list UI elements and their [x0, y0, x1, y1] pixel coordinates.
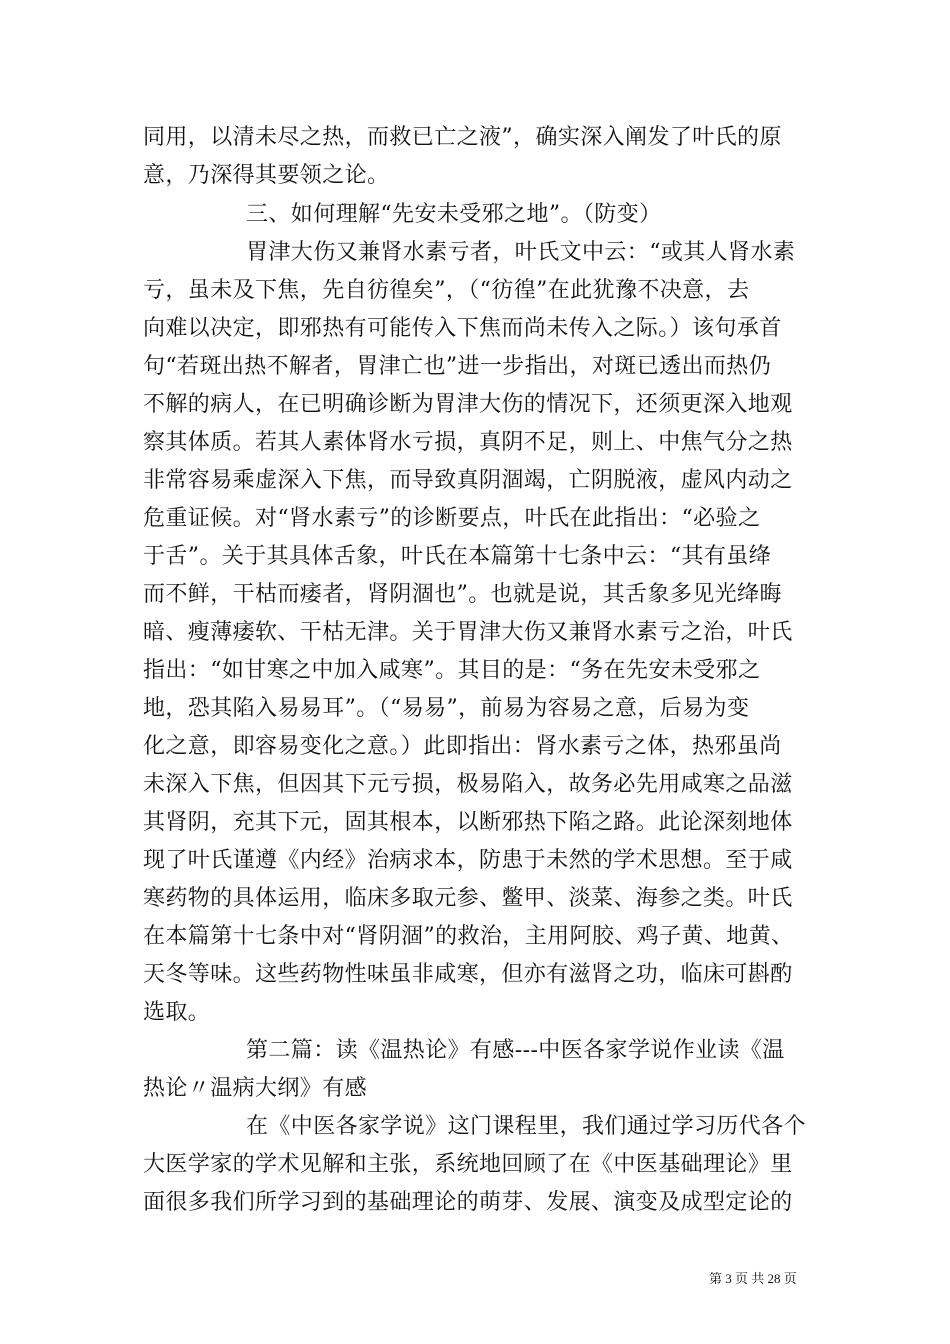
text-line: 大医学家的学术见解和主张，系统地回顾了在《中医基础理论》里 [143, 1152, 793, 1177]
text-line: 察其体质。若其人素体肾水亏损，真阴不足，则上、中焦气分之热 [143, 430, 793, 455]
text-line: 地，恐其陷入易易耳”。（“易易”，前易为容易之意，后易为变 [143, 696, 750, 721]
text-line: 不解的病人，在已明确诊断为胃津大伤的情况下，还须更深入地观 [143, 392, 793, 417]
text-line: 未深入下焦，但因其下元亏损，极易陷入，故务必先用咸寒之品滋 [143, 772, 793, 797]
text-line: 寒药物的具体运用，临床多取元参、鳖甲、淡菜、海参之类。叶氏 [143, 886, 793, 911]
text-line: 选取。 [143, 1000, 211, 1025]
section-heading: 三、如何理解“先安未受邪之地”。（防变） [246, 202, 662, 227]
section-heading: 第二篇：读《温热论》有感---中医各家学说作业读《温 [246, 1038, 785, 1063]
text-line: 其肾阴，充其下元，固其根本，以断邪热下陷之路。此论深刻地体 [143, 810, 793, 835]
text-line: 暗、瘦薄痿软、干枯无津。关于胃津大伤又兼肾水素亏之治，叶氏 [143, 620, 793, 645]
section-heading: 热论〃温病大纲》有感 [143, 1076, 368, 1101]
text-line: 现了叶氏谨遵《内经》治病求本，防患于未然的学术思想。至于咸 [143, 848, 793, 873]
text-line: 亏，虽未及下焦，先自彷徨矣”，（“彷徨”在此犹豫不决意，去 [143, 278, 750, 303]
text-line: 化之意，即容易变化之意。）此即指出：肾水素亏之体，热邪虽尚 [143, 734, 782, 759]
text-line: 在本篇第十七条中对“肾阴涸”的救治，主用阿胶、鸡子黄、地黄、 [143, 924, 794, 949]
text-line: 在《中医各家学说》这门课程里，我们通过学习历代各个 [246, 1114, 807, 1139]
text-line: 意，乃深得其要领之论。 [143, 163, 390, 188]
text-line: 同用，以清未尽之热，而救已亡之液”，确实深入阐发了叶氏的原 [143, 125, 782, 150]
page-number-footer: 第 3 页 共 28 页 [709, 1271, 797, 1286]
text-line: 向难以决定，即邪热有可能传入下焦而尚未传入之际。）该句承首 [143, 316, 782, 341]
text-line: 面很多我们所学习到的基础理论的萌芽、发展、演变及成型定论的 [143, 1190, 793, 1215]
text-line: 危重证候。对“肾水素亏”的诊断要点，叶氏在此指出：“必验之 [143, 506, 761, 531]
text-line: 天冬等味。这些药物性味虽非咸寒，但亦有滋肾之功，临床可斟酌 [143, 962, 793, 987]
text-line: 于舌”。关于其具体舌象，叶氏在本篇第十七条中云：“其有虽绛 [143, 544, 772, 569]
text-line: 而不鲜，干枯而痿者，肾阴涸也”。也就是说，其舌象多见光绛晦 [143, 582, 782, 607]
text-line: 句“若斑出热不解者，胃津亡也”进一步指出，对斑已透出而热仍 [143, 354, 772, 379]
text-line: 胃津大伤又兼肾水素亏者，叶氏文中云：“或其人肾水素 [246, 240, 796, 265]
text-line: 指出：“如甘寒之中加入咸寒”。其目的是：“务在先安未受邪之 [143, 658, 761, 683]
text-line: 非常容易乘虚深入下焦，而导致真阴涸竭，亡阴脱液，虚风内动之 [143, 468, 793, 493]
